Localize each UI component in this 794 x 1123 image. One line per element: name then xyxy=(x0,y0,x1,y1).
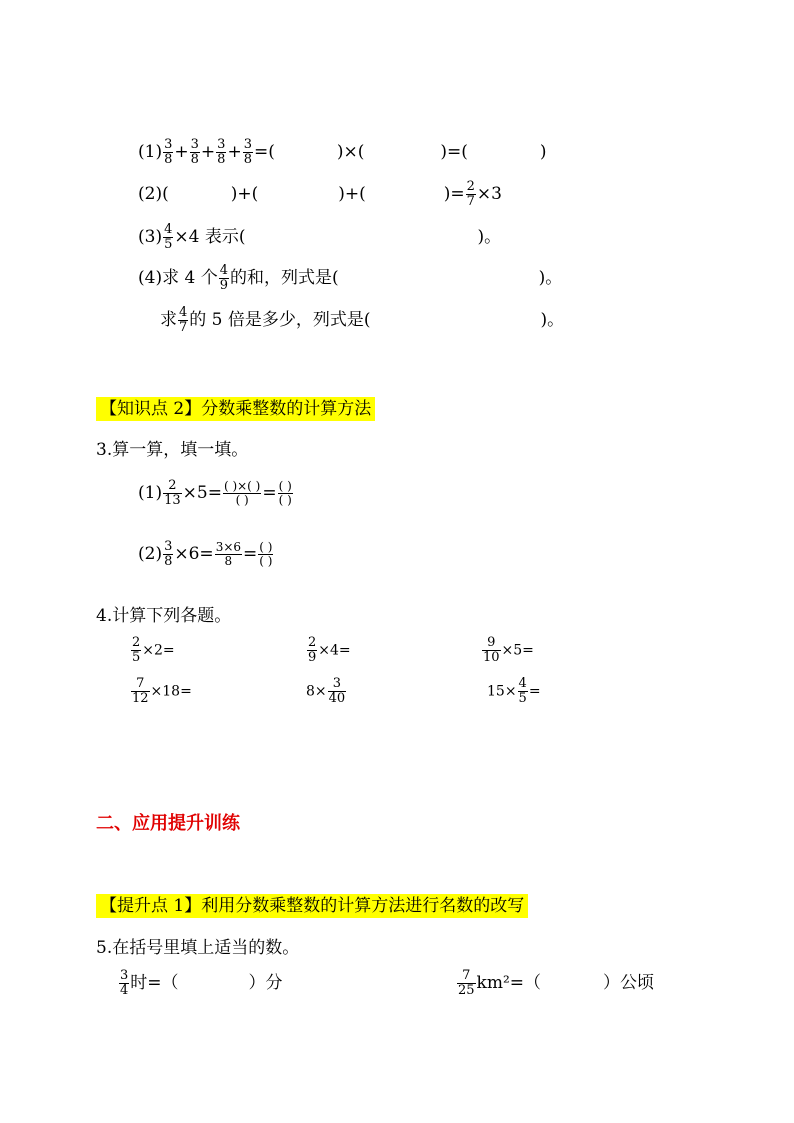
q4-r1c1: $\frac{2}{5}$ ×2= xyxy=(132,635,175,665)
fraction: $\frac{4}{5}$ xyxy=(164,222,173,252)
q2-item4: (4)求 4 个 $\frac{4}{9}$ 的和，列式是( )。 xyxy=(138,263,563,293)
fraction: $\frac{2}{9}$ xyxy=(308,635,317,665)
q4-r2c3: 15× $\frac{4}{5}$ = xyxy=(487,676,541,706)
q4-r2c2: 8× $\frac{3}{40}$ xyxy=(306,676,346,706)
heading-highlight: 【提升点 1】利用分数乘整数的计算方法进行名数的改写 xyxy=(96,894,528,918)
fraction: $\frac{4}{5}$ xyxy=(518,676,527,706)
fraction: $\frac{7}{25}$ xyxy=(458,968,475,998)
q3-title: 3.算一算，填一填。 xyxy=(96,440,249,460)
fraction: $\frac{4}{9}$ xyxy=(219,263,228,293)
improvement-heading xyxy=(96,891,528,916)
answer-fraction: $\frac{( )}{( )}$ xyxy=(278,479,292,507)
fraction: $\frac{2}{13}$ xyxy=(164,478,181,508)
q5-a: $\frac{3}{4}$ 时=（ ）分 xyxy=(120,968,283,998)
q4-r2c1: $\frac{7}{12}$ ×18= xyxy=(132,676,192,706)
q2-item2: (2)( )+( )+( )= $\frac{2}{7}$ ×3 xyxy=(138,179,502,209)
item-label: (1) xyxy=(138,142,163,162)
fraction: $\frac{2}{7}$ xyxy=(466,179,475,209)
q2-item5: 求 $\frac{4}{7}$ 的 5 倍是多少，列式是( )。 xyxy=(160,305,565,335)
q5-b: $\frac{7}{25}$ km²=（ ）公顷 xyxy=(458,968,655,998)
answer-fraction: $\frac{( )}{( )}$ xyxy=(259,540,273,568)
q3-item1: (1) $\frac{2}{13}$ ×5= $\frac{( )\times( )}{( )}$ = $\frac{( )}{( )}$ xyxy=(138,478,292,508)
heading-highlight: 【知识点 2】分数乘整数的计算方法 xyxy=(96,397,375,421)
q3-item2: (2) $\frac{3}{8}$ ×6= $\frac{3\times 6}{8}$ = $\frac{( )}{( )}$ xyxy=(138,539,273,569)
fraction: $\frac{3}{8}$ xyxy=(217,137,226,167)
fraction: $\frac{3}{4}$ xyxy=(120,968,129,998)
fraction: $\frac{2}{5}$ xyxy=(132,635,141,665)
q4-r1c3: $\frac{9}{10}$ ×5= xyxy=(483,635,534,665)
answer-fraction: $\frac{( )\times( )}{( )}$ xyxy=(223,479,261,507)
q2-item1: (1) $\frac{3}{8}$ + $\frac{3}{8}$ + $\frac{3}{8}$ + $\frac{3}{8}$ =( )×( )=( ) xyxy=(138,137,547,167)
fraction: $\frac{4}{7}$ xyxy=(179,305,188,335)
answer-fraction: $\frac{3\times 6}{8}$ xyxy=(215,540,242,568)
fraction: $\frac{3}{8}$ xyxy=(164,137,173,167)
fraction: $\frac{3}{8}$ xyxy=(164,539,173,569)
fraction: $\frac{7}{12}$ xyxy=(132,676,149,706)
fraction: $\frac{3}{40}$ xyxy=(328,676,346,706)
fraction: $\frac{3}{8}$ xyxy=(190,137,199,167)
fraction: $\frac{9}{10}$ xyxy=(483,635,500,665)
q2-item3: (3) $\frac{4}{5}$ ×4 表示( )。 xyxy=(138,222,502,252)
q4-r1c2: $\frac{2}{9}$ ×4= xyxy=(308,635,351,665)
fraction: $\frac{3}{8}$ xyxy=(243,137,252,167)
knowledge-heading xyxy=(96,394,375,419)
section-title: 二、应用提升训练 xyxy=(96,813,240,834)
q5-title: 5.在括号里填上适当的数。 xyxy=(96,938,300,958)
q4-title: 4.计算下列各题。 xyxy=(96,606,232,626)
